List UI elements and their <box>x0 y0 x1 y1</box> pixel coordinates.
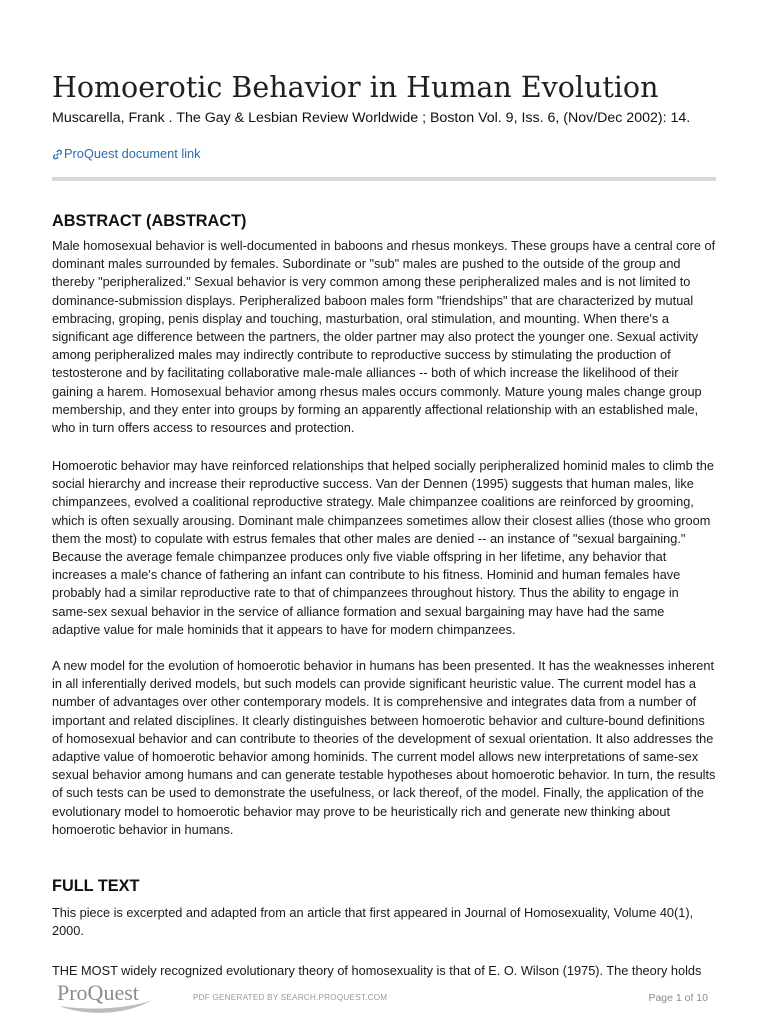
full-text-paragraph-2: THE MOST widely recognized evolutionary theory of homosexuality is that of E. O. Wilson (1975). The theory holds <box>52 963 702 978</box>
abstract-paragraph-3: A new model for the evolution of homoerotic behavior in humans has been presented. It has the weaknesses inherent in all inferentially derived models, but such models can provide significant heuristic value. The current model has a number of advantages over other contemporary models. It is comprehensive and integrates data from a number of important and related disciplines. It clearly distinguishes between homoerotic behavior and culture-bound definitions of homosexual behavior and can contribute to theories of the development of sexual orientation. It also addresses the adaptive value of homoerotic behavior among hominids. The current model allows new interpretations of same-sex sexual behavior among humans and can generate testable hypotheses about homoerotic behavior. In turn, the results of such tests can be used to demonstrate the usefulness, or lack thereof, of the model. Finally, the application of the evolutionary model to homoerotic behavior may prove to be heuristically rich and generate new thinking about homoerotic behavior in humans. <box>52 658 716 837</box>
document-title: Homoerotic Behavior in Human Evolution <box>52 71 659 104</box>
full-text-heading: FULL TEXT <box>52 877 140 895</box>
proquest-document-link[interactable] <box>52 145 201 163</box>
link-icon <box>52 149 63 160</box>
header-divider <box>52 177 716 181</box>
abstract-heading: ABSTRACT (ABSTRACT) <box>52 212 247 230</box>
page-number: Page 1 of 10 <box>648 992 708 1004</box>
citation: Muscarella, Frank . The Gay & Lesbian Review Worldwide ; Boston Vol. 9, Iss. 6, (Nov/Dec 2002): 14. <box>52 110 691 126</box>
proquest-document-link-label: ProQuest document link <box>64 146 201 161</box>
abstract-paragraph-1: Male homosexual behavior is well-documented in baboons and rhesus monkeys. These groups have a central core of dominant males surrounded by females. Subordinate or "sub" males are pushed to the outside of the group and thereby "peripheralized." Sexual behavior is very common among these peripheralized males and is not limited to dominance-submission displays. Peripheralized baboon males form "friendships" that are characterized by mutual embracing, groping, penis display and touching, masturbation, oral stimulation, and mounting. When there's a significant age difference between the partners, the older partner may also protect the younger one. Sexual activity among peripheralized males may indirectly contribute to reproductive success by stimulating the production of testosterone and by facilitating collaborative male-male alliances -- both of which increase the likelihood of their gaining a harem. Homosexual behavior among rhesus males occurs commonly. Mature young males change group membership, and they enter into groups by forming an apparently affectional relationship with an established male, who in turn offers access to resources and protection. <box>52 238 716 436</box>
abstract-paragraph-2: Homoerotic behavior may have reinforced relationships that helped socially peripheralized hominid males to climb the social hierarchy and increase their reproductive success. Van der Dennen (1995) suggests that human males, like chimpanzees, evolved a coalitional reproductive strategy. Male chimpanzee coalitions are reinforced by grooming, which is often sexually arousing. Dominant male chimpanzees sometimes allow their closest allies (those who groom them the most) to copulate with estrus females that other males are denied -- an instance of "sexual bargaining." Because the average female chimpanzee produces only five viable offspring in her lifetime, any behavior that increases a male's chance of fathering an infant can contribute to his fitness. Hominid and human females have probably had a similar reproductive rate to that of chimpanzees throughout history. Thus the ability to engage in same-sex sexual behavior in the service of alliance formation and sexual bargaining may have had the same adaptive value for male hominids that it appears to have for modern chimpanzees. <box>52 458 714 637</box>
proquest-logo-text: ProQuest <box>57 980 139 1005</box>
proquest-logo <box>55 976 155 1016</box>
full-text-paragraph-1: This piece is excerpted and adapted from an article that first appeared in Journal of Homosexuality, Volume 40(1), 2000. <box>52 905 694 939</box>
pdf-generated-by: PDF GENERATED BY SEARCH.PROQUEST.COM <box>193 993 388 1002</box>
